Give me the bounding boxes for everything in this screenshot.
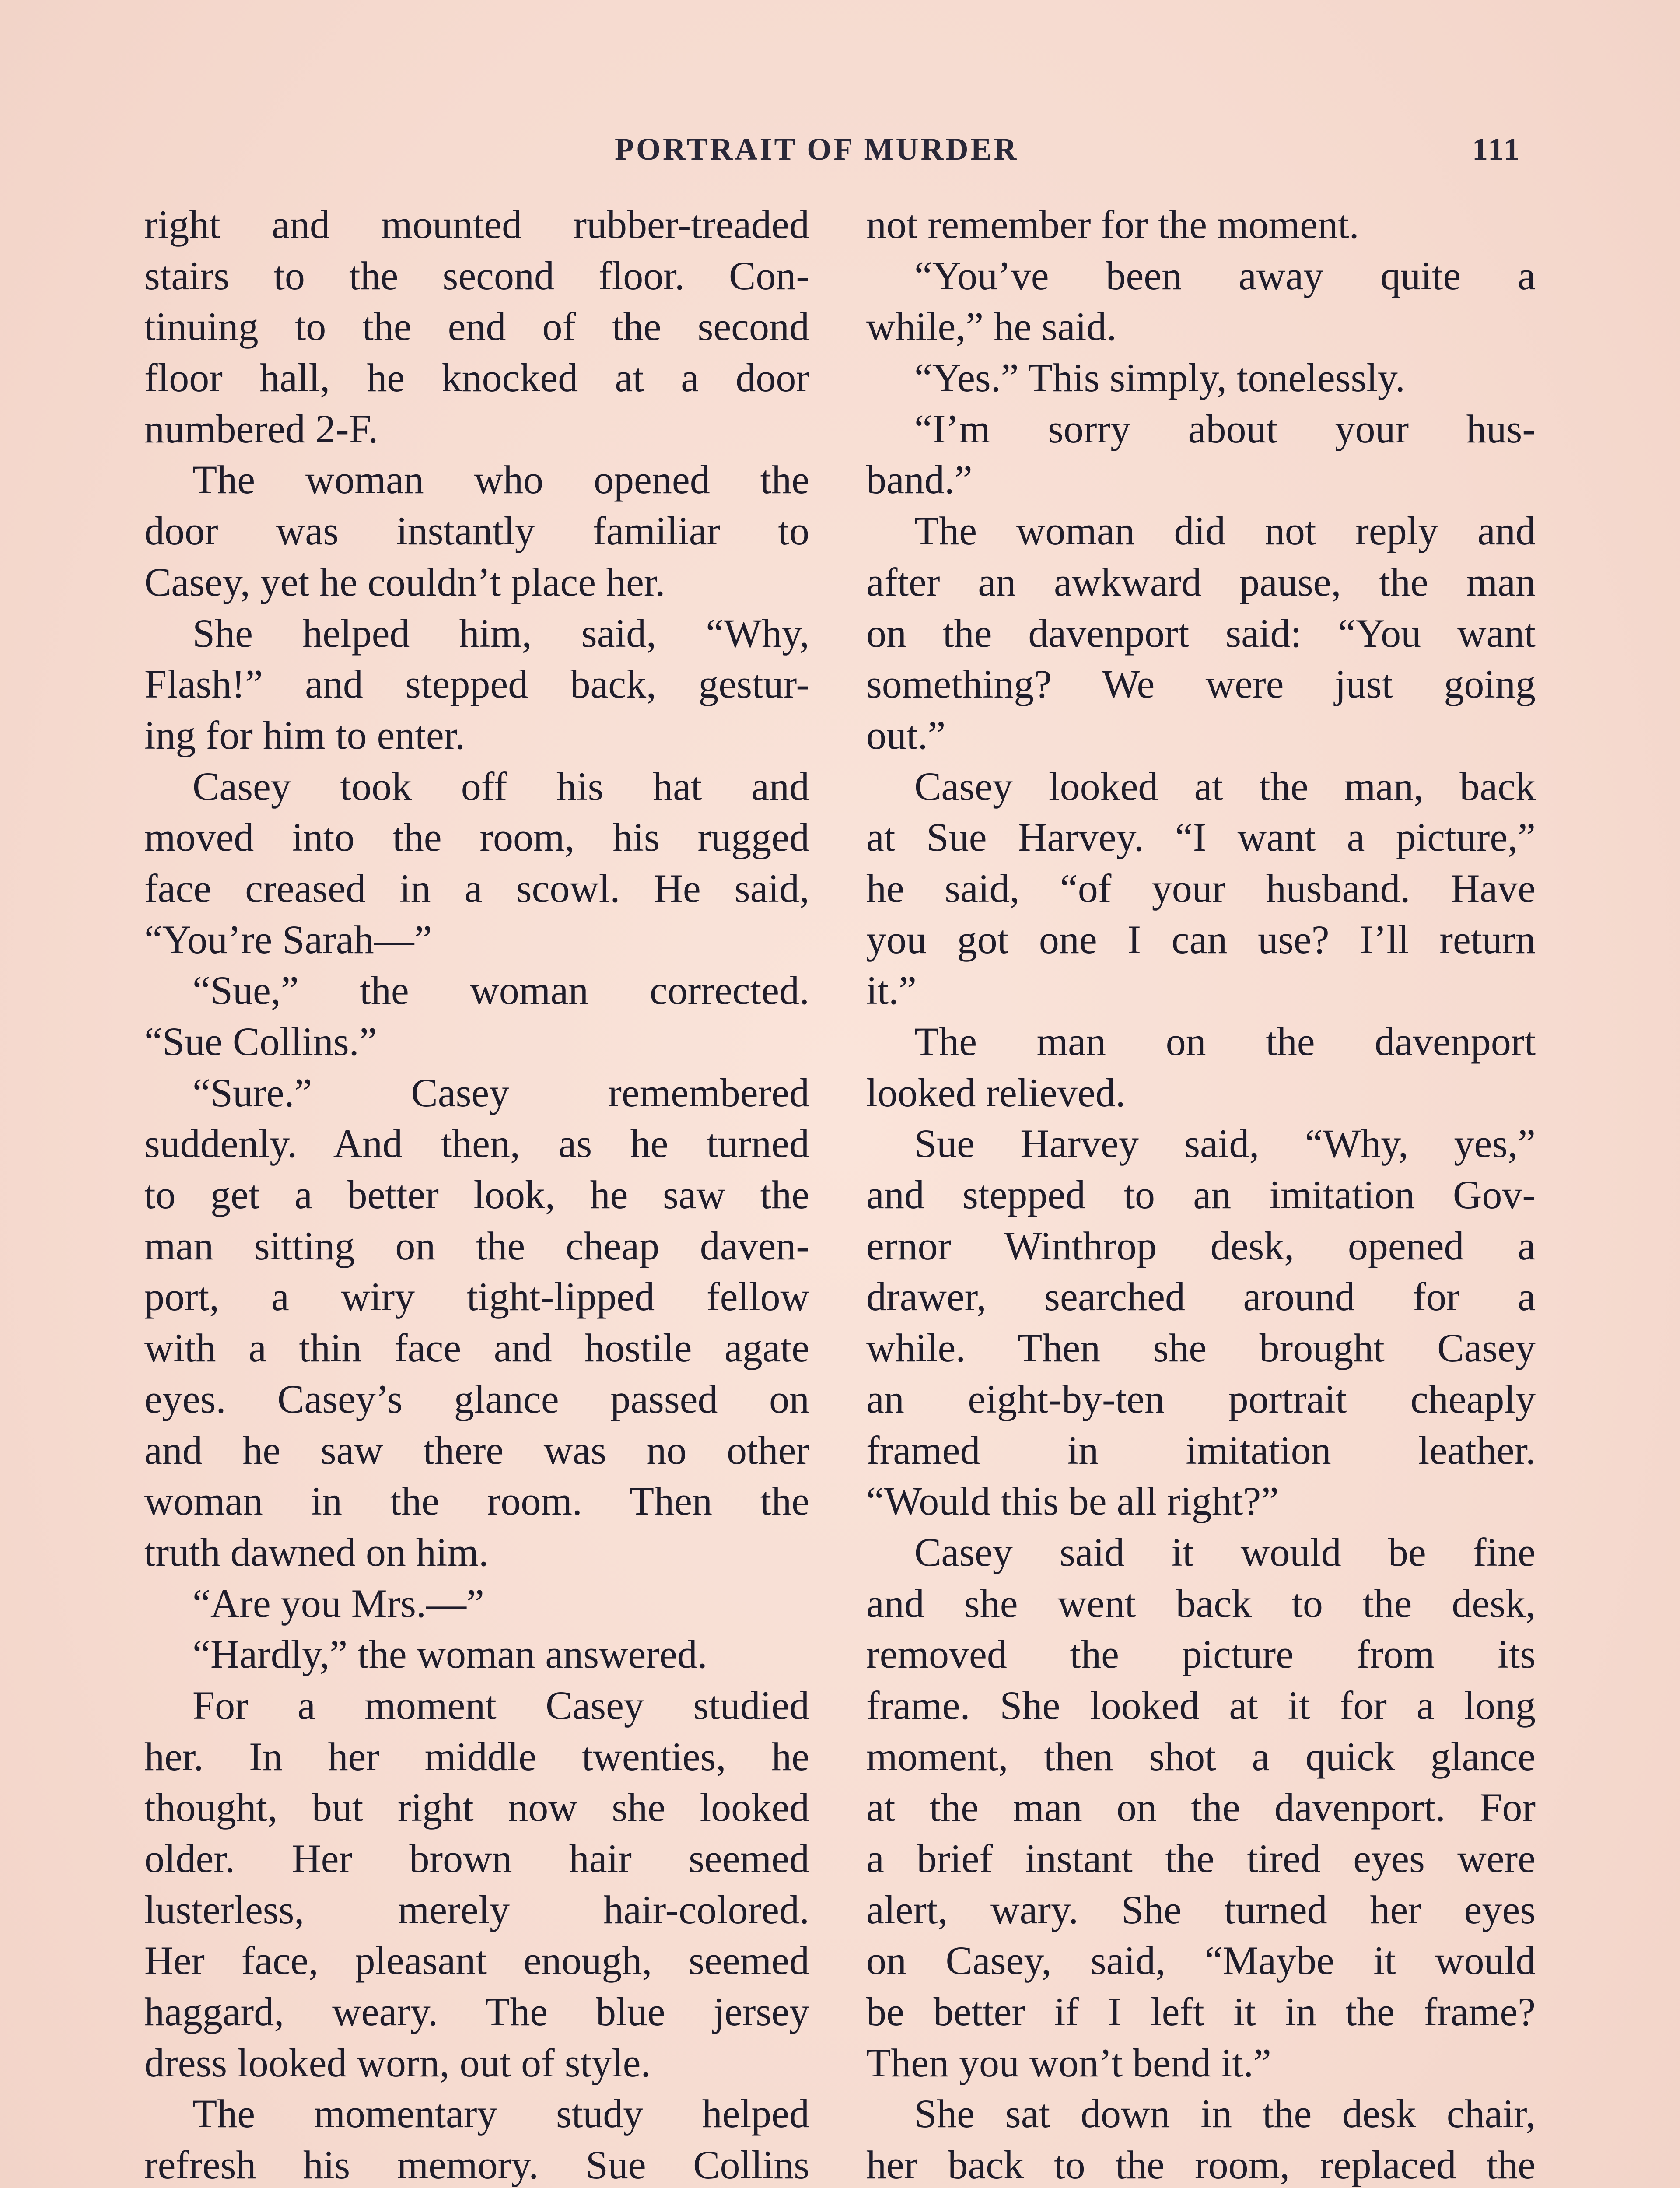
- text-line: suddenly. And then, as he turned: [144, 1121, 809, 1166]
- text-line: be better if I left it in the frame?: [866, 1989, 1536, 2034]
- text-line: “You’ve been away quite a: [914, 253, 1536, 298]
- text-line: door was instantly familiar to: [144, 508, 809, 554]
- text-line: Flash!” and stepped back, gestur-: [144, 662, 809, 707]
- text-line: refresh his memory. Sue Collins: [144, 2142, 809, 2188]
- text-line: floor hall, he knocked at a door: [144, 355, 809, 400]
- text-line: woman in the room. Then the: [144, 1479, 809, 1524]
- text-line: The momentary study helped: [192, 2091, 809, 2136]
- text-line: She helped him, said, “Why,: [192, 610, 809, 656]
- text-line: “Yes.” This simply, tonelessly.: [914, 355, 1405, 400]
- text-line: Sue Harvey said, “Why, yes,”: [914, 1121, 1536, 1166]
- text-line: not remember for the moment.: [866, 202, 1359, 247]
- text-line: while,” he said.: [866, 304, 1117, 349]
- text-line: “Hardly,” the woman answered.: [192, 1632, 707, 1677]
- right-column: [866, 199, 1536, 2188]
- text-line: and he saw there was no other: [144, 1427, 809, 1473]
- text-line: The woman did not reply and: [914, 508, 1536, 554]
- text-line: She sat down in the desk chair,: [914, 2091, 1536, 2136]
- text-line: truth dawned on him.: [144, 1529, 489, 1574]
- text-line: you got one I can use? I’ll return: [866, 917, 1536, 962]
- text-line: port, a wiry tight-lipped fellow: [144, 1274, 809, 1319]
- text-line: Her face, pleasant enough, seemed: [144, 1938, 809, 1983]
- text-line: “You’re Sarah—”: [144, 917, 432, 962]
- text-line: “I’m sorry about your hus-: [914, 406, 1536, 451]
- text-line: and stepped to an imitation Gov-: [866, 1172, 1536, 1217]
- text-line: with a thin face and hostile agate: [144, 1325, 809, 1371]
- text-line: something? We were just going: [866, 662, 1536, 707]
- text-line: Then you won’t bend it.”: [866, 2040, 1271, 2085]
- text-line: an eight-by-ten portrait cheaply: [866, 1376, 1536, 1421]
- text-line: drawer, searched around for a: [866, 1274, 1536, 1319]
- left-column: [144, 199, 809, 2188]
- text-line: numbered 2-F.: [144, 406, 378, 451]
- text-line: dress looked worn, out of style.: [144, 2040, 651, 2085]
- running-title: PORTRAIT OF MURDER: [615, 132, 1019, 167]
- text-line: he said, “of your husband. Have: [866, 866, 1536, 911]
- text-line: man sitting on the cheap daven-: [144, 1223, 809, 1268]
- text-line: a brief instant the tired eyes were: [866, 1836, 1536, 1881]
- text-line: after an awkward pause, the man: [866, 559, 1536, 604]
- text-line: frame. She looked at it for a long: [866, 1683, 1536, 1728]
- text-line: Casey, yet he couldn’t place her.: [144, 559, 665, 604]
- text-line: “Sue,” the woman corrected.: [192, 968, 809, 1013]
- text-line: out.”: [866, 712, 946, 757]
- text-line: eyes. Casey’s glance passed on: [144, 1376, 809, 1421]
- text-line: while. Then she brought Casey: [866, 1325, 1536, 1371]
- text-line: moved into the room, his rugged: [144, 815, 809, 860]
- text-line: “Sue Collins.”: [144, 1019, 377, 1064]
- text-line: at Sue Harvey. “I want a picture,”: [866, 815, 1536, 860]
- page-number: 111: [1472, 132, 1522, 167]
- text-line: to get a better look, he saw the: [144, 1172, 809, 1217]
- text-line: face creased in a scowl. He said,: [144, 866, 809, 911]
- text-line: band.”: [866, 457, 973, 502]
- text-line: thought, but right now she looked: [144, 1785, 809, 1830]
- text-line: at the man on the davenport. For: [866, 1785, 1536, 1830]
- text-line: removed the picture from its: [866, 1632, 1536, 1677]
- text-line: moment, then shot a quick glance: [866, 1734, 1536, 1779]
- running-head: [0, 131, 1680, 179]
- text-line: framed in imitation leather.: [866, 1427, 1536, 1473]
- text-line: “Are you Mrs.—”: [192, 1581, 484, 1626]
- text-line: older. Her brown hair seemed: [144, 1836, 809, 1881]
- text-line: her back to the room, replaced the: [866, 2142, 1536, 2188]
- text-line: Casey took off his hat and: [192, 764, 809, 809]
- text-line: ernor Winthrop desk, opened a: [866, 1223, 1536, 1268]
- text-line: tinuing to the end of the second: [144, 304, 809, 349]
- text-line: on the davenport said: “You want: [866, 610, 1536, 656]
- text-line: alert, wary. She turned her eyes: [866, 1887, 1536, 1932]
- text-line: “Would this be all right?”: [866, 1479, 1279, 1524]
- text-line: For a moment Casey studied: [192, 1683, 809, 1728]
- text-line: stairs to the second floor. Con-: [144, 253, 809, 298]
- text-line: on Casey, said, “Maybe it would: [866, 1938, 1536, 1983]
- text-line: The man on the davenport: [914, 1019, 1536, 1064]
- text-line: haggard, weary. The blue jersey: [144, 1989, 809, 2034]
- text-line: Casey said it would be fine: [914, 1529, 1536, 1574]
- text-line: The woman who opened the: [192, 457, 809, 502]
- text-line: looked relieved.: [866, 1070, 1126, 1115]
- text-line: right and mounted rubber-treaded: [144, 202, 809, 247]
- text-line: her. In her middle twenties, he: [144, 1734, 809, 1779]
- text-line: and she went back to the desk,: [866, 1581, 1536, 1626]
- text-line: lusterless, merely hair-colored.: [144, 1887, 809, 1932]
- text-line: Casey looked at the man, back: [914, 764, 1536, 809]
- text-line: “Sure.” Casey remembered: [192, 1070, 809, 1115]
- text-line: it.”: [866, 968, 917, 1013]
- text-line: ing for him to enter.: [144, 712, 466, 757]
